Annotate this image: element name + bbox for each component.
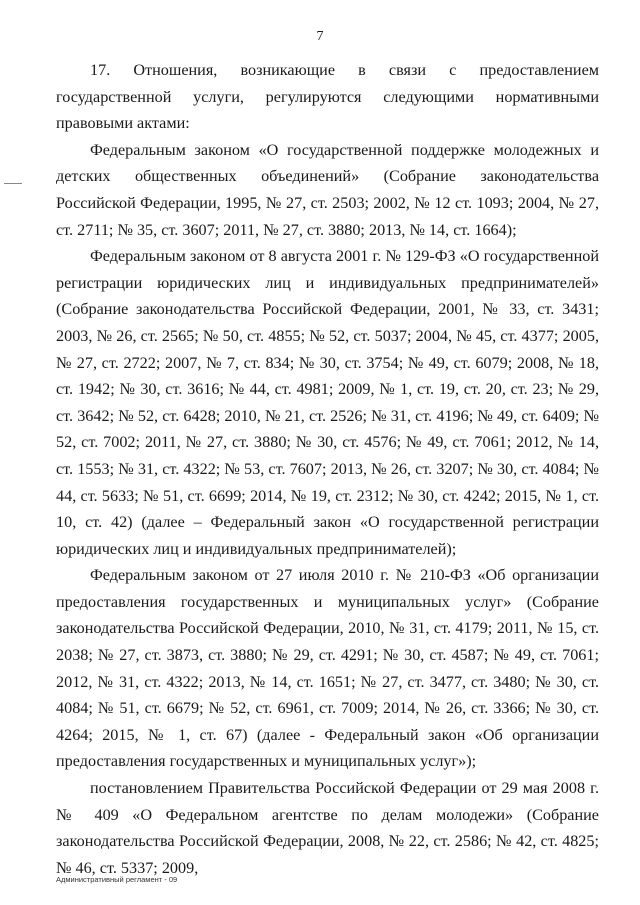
- page-footer: Административный регламент - 09: [56, 875, 178, 884]
- paragraph-law-129-fz: Федеральным законом от 8 августа 2001 г. № 129-ФЗ «О государственной регистрации юридических лиц и индивидуальных предпринимателей» (Собрание законодательства Российской Федерации, 2001, № 33, ст. 3431; 2003, № 26, ст. 2565; № 50, ст. 4855; № 52, ст. 5037; 2004, № 45, ст. 4377; 2005, № 27, ст. 2722; 2007, № 7, ст. 834; № 30, ст. 3754; № 49, ст. 6079; 2008, № 18, ст. 1942; № 30, ст. 3616; № 44, ст. 4981; 2009, № 1, ст. 19, ст. 20, ст. 23; № 29, ст. 3642; № 52, ст. 6428; 2010, № 21, ст. 2526; № 31, ст. 4196; № 49, ст. 6409; № 52, ст. 7002; 2011, № 27, ст. 3880; № 30, ст. 4576; № 49, ст. 7061; 2012, № 14, ст. 1553; № 31, ст. 4322; № 53, ст. 7607; 2013, № 26, ст. 3207; № 30, ст. 4084; № 44, ст. 5633; № 51, ст. 6699; 2014, № 19, ст. 2312; № 30, ст. 4242; 2015, № 1, ст. 10, ст. 42) (далее – Федеральный закон «О государственной регистрации юридических лиц и индивидуальных предпринимателей);: [56, 247, 599, 558]
- paragraph-law-youth-associations: Федеральным законом «О государственной поддержке молодежных и детских общественных объединений» (Собрание законодательства Российской Федерации, 1995, № 27, ст. 2503; 2002, № 12 ст. 1093; 2004, № 27, ст. 2711; № 35, ст. 3607; 2011, № 27, ст. 3880; 2013, № 14, ст. 1664);: [56, 140, 599, 239]
- paragraph-resolution-409: постановлением Правительства Российской Федерации от 29 мая 2008 г. № 409 «О Федеральном агентстве по делам молодежи» (Собрание законодательства Российской Федерации, 2008, № 22, ст. 2586; № 42, ст. 4825; № 46, ст. 5337; 2009,: [56, 779, 599, 877]
- document-body: [56, 57, 599, 881]
- margin-mark: [4, 183, 22, 184]
- page-number: 7: [316, 29, 324, 44]
- paragraph-law-210-fz: Федеральным законом от 27 июля 2010 г. № 210-ФЗ «Об организации предоставления государственных и муниципальных услуг» (Собрание законодательства Российской Федерации, 2010, № 31, ст. 4179; 2011, № 15, ст. 2038; № 27, ст. 3873, ст. 3880; № 29, ст. 4291; № 30, ст. 4587; № 49, ст. 7061; 2012, № 31, ст. 4322; 2013, № 14, ст. 1651; № 27, ст. 3477, ст. 3480; № 30, ст. 4084; № 51, ст. 6679; № 52, ст. 6961, ст. 7009; 2014, № 26, ст. 3366; № 30, ст. 4264; 2015, № 1, ст. 67) (далее - Федеральный закон «Об организации предоставления государственных и муниципальных услуг»);: [56, 566, 599, 771]
- paragraph-clause-17: 17. Отношения, возникающие в связи с предоставлением государственной услуги, регулируются следующими нормативными правовыми актами:: [56, 61, 599, 133]
